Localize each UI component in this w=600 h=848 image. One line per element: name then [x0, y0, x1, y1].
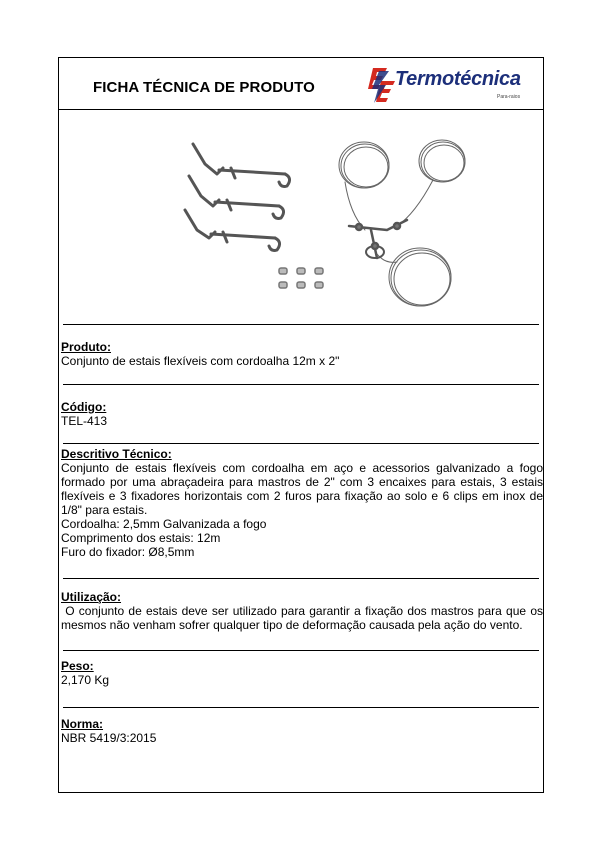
peso-label: Peso:	[61, 659, 94, 673]
brand-name: Termotécnica	[395, 68, 521, 90]
spec-furo: Furo do fixador: Ø8,5mm	[61, 545, 195, 559]
clips	[279, 268, 323, 288]
spec-cordoalha: Cordoalha: 2,5mm Galvanizada a fogo	[61, 517, 267, 531]
section-peso	[61, 659, 543, 687]
produto-label: Produto:	[61, 340, 111, 354]
anchor-bracket-2	[189, 176, 284, 219]
codigo-value: TEL-413	[61, 414, 108, 428]
descritivo-label: Descritivo Técnico:	[61, 447, 172, 461]
divider	[63, 324, 539, 325]
section-descritivo	[61, 447, 543, 559]
section-codigo	[61, 400, 543, 428]
codigo-label: Código:	[61, 400, 107, 414]
section-utilizacao	[61, 590, 547, 632]
product-sheet	[58, 57, 547, 793]
spec-comprimento: Comprimento dos estais: 12m	[61, 531, 221, 545]
peso-value: 2,170 Kg	[61, 673, 110, 687]
utilizacao-value: O conjunto de estais deve ser utilizado para garantir a fixação dos mastros para que os mesmos não venham sofrer qualquer tipo de deformação causada pela ação do vento.	[61, 604, 547, 632]
produto-value: Conjunto de estais flexíveis com cordoalha 12m x 2"	[61, 354, 340, 368]
page-title: FICHA TÉCNICA DE PRODUTO	[93, 79, 315, 96]
divider	[63, 384, 539, 385]
guy-wire-kit-photo	[175, 134, 475, 364]
norma-label: Norma:	[61, 717, 104, 731]
cable-coil-right-top	[397, 140, 465, 226]
termotecnica-logo-icon	[367, 65, 397, 105]
utilizacao-label: Utilização:	[61, 590, 122, 604]
section-norma	[61, 717, 543, 745]
sheet-header	[59, 58, 543, 110]
brand-tagline: Para-raios	[497, 94, 521, 100]
divider	[63, 578, 539, 579]
divider	[63, 650, 539, 651]
divider	[63, 443, 539, 444]
mast-clamp	[349, 220, 407, 258]
section-produto	[61, 340, 543, 368]
cable-coil-right-bottom	[377, 248, 451, 306]
descritivo-paragraph: Conjunto de estais flexíveis com cordoalha em aço e acessorios galvanizado a fogo formado por uma abraçadeira para mastros de 2" com 3 encaixes para estais, 3 estais flexíveis e 3 fixadores horizontais com 2 furos para fixação ao solo e 6 clips em inox de 1/8" para estais.	[61, 461, 543, 517]
divider	[63, 707, 539, 708]
norma-value: NBR 5419/3:2015	[61, 731, 157, 745]
cable-coil-left	[339, 142, 389, 230]
anchor-bracket-1	[193, 144, 290, 187]
anchor-bracket-3	[185, 210, 280, 251]
